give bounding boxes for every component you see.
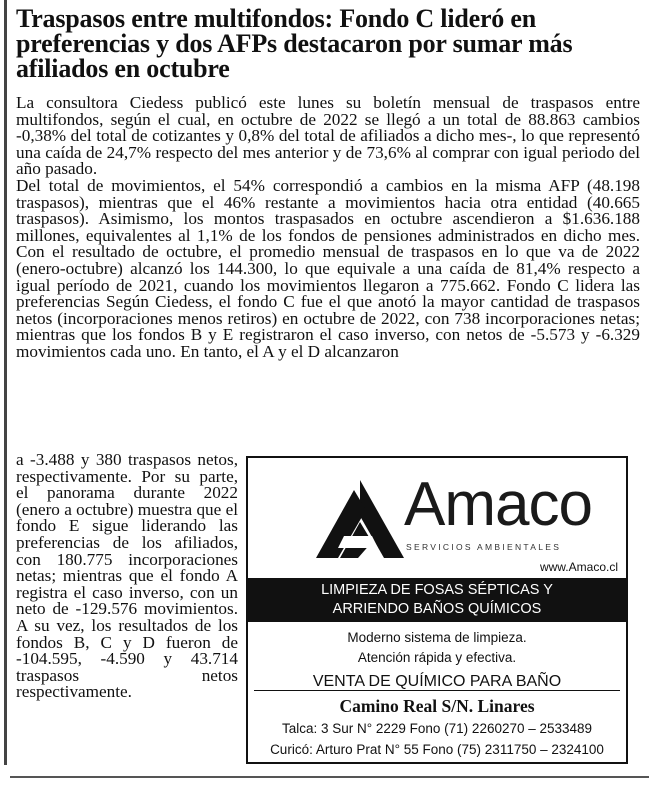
banner-line: LIMPIEZA DE FOSAS SÉPTICAS Y	[321, 582, 553, 598]
service-line-venta: VENTA DE QUÍMICO PARA BAÑO	[312, 673, 562, 690]
ad-services	[248, 628, 626, 694]
ad-banner	[248, 578, 626, 622]
article-paragraph: La consultora Ciedess publicó este lunes su boletín mensual de traspasos entre multifondos, según el cual, en octubre de 2022 se llegó a un total de 88.863 cambios -0,38% del total de cotizantes y 0,8% del total de afiliados a dicho mes-, lo que representó una caída de 24,7% respecto del mes anterior y de 73,6% al comprar con igual periodo del año pasado.	[16, 93, 640, 179]
article-paragraph: Del total de movimientos, el 54% correspondió a cambios en la misma AFP (48.198 traspasos), mientras que el 46% restante a movimientos hacia otra entidad (40.665 traspasos). Asimismo, los montos traspasados en octubre ascendieron a $1.636.188 millones, equivalentes al 1,1% de los fondos de pensiones administrados en dicho mes. Con el resultado de octubre, el promedio mensual de traspasos en lo que va de 2022 (enero-octubre) alcanzó los 144.300, lo que equivale a una caída de 81,4% respecto a igual período de 2021, cuando los movimientos llegaron a 775.662. Fondo C lidera las preferencias Según Ciedess, el fondo C fue el que anotó la mayor cantidad de traspasos netos (incorporaciones menos retiros) en octubre de 2022, con 738 incorporaciones netas; mientras que los fondos B y E registraron el caso inverso, con netos de -5.573 y -6.329 movimientos cada uno. En tanto, el A y el D alcanzaron	[16, 175, 640, 361]
ad-website: www.Amaco.cl	[539, 560, 618, 574]
phone-curico: Curicó: Arturo Prat N° 55 Fono (75) 2311750 – 2324100	[270, 742, 604, 757]
brand-name: Amaco	[404, 470, 592, 539]
column-rule	[4, 0, 7, 765]
amaco-logo-icon	[314, 476, 406, 562]
bottom-rule	[10, 776, 649, 778]
article-body	[16, 95, 640, 361]
ad-address: Camino Real S/N. Linares	[339, 696, 535, 716]
ad-phones	[248, 718, 626, 760]
amaco-advertisement	[246, 456, 628, 764]
service-line: Moderno sistema de limpieza.	[347, 630, 527, 645]
ad-divider	[254, 690, 620, 691]
phone-talca: Talca: 3 Sur N° 2229 Fono (71) 2260270 – 2533489	[281, 721, 593, 736]
service-line: Atención rápida y efectiva.	[357, 650, 517, 665]
article-headline: Traspasos entre multifondos: Fondo C lideró en preferencias y dos AFPs destacaron por sumar más afiliados en octubre	[16, 4, 573, 83]
article-column-text: a -3.488 y 380 traspasos netos, respectivamente. Por su parte, el panorama durante 2022 (enero a octubre) muestra que el fondo E sigue liderando las preferencias de los afiliados, con 180.775 incorporaciones netas; mientras que el fondo A registra el caso inverso, con un neto de -129.576 movimientos. A su vez, los resultados de los fondos B, C y D fueron de -104.595, -4.590 y 43.714 traspasos netos respectivamente.	[16, 450, 238, 702]
banner-line: ARRIENDO BAÑOS QUÍMICOS	[332, 601, 542, 617]
brand-tagline: SERVICIOS AMBIENTALES	[406, 542, 562, 552]
